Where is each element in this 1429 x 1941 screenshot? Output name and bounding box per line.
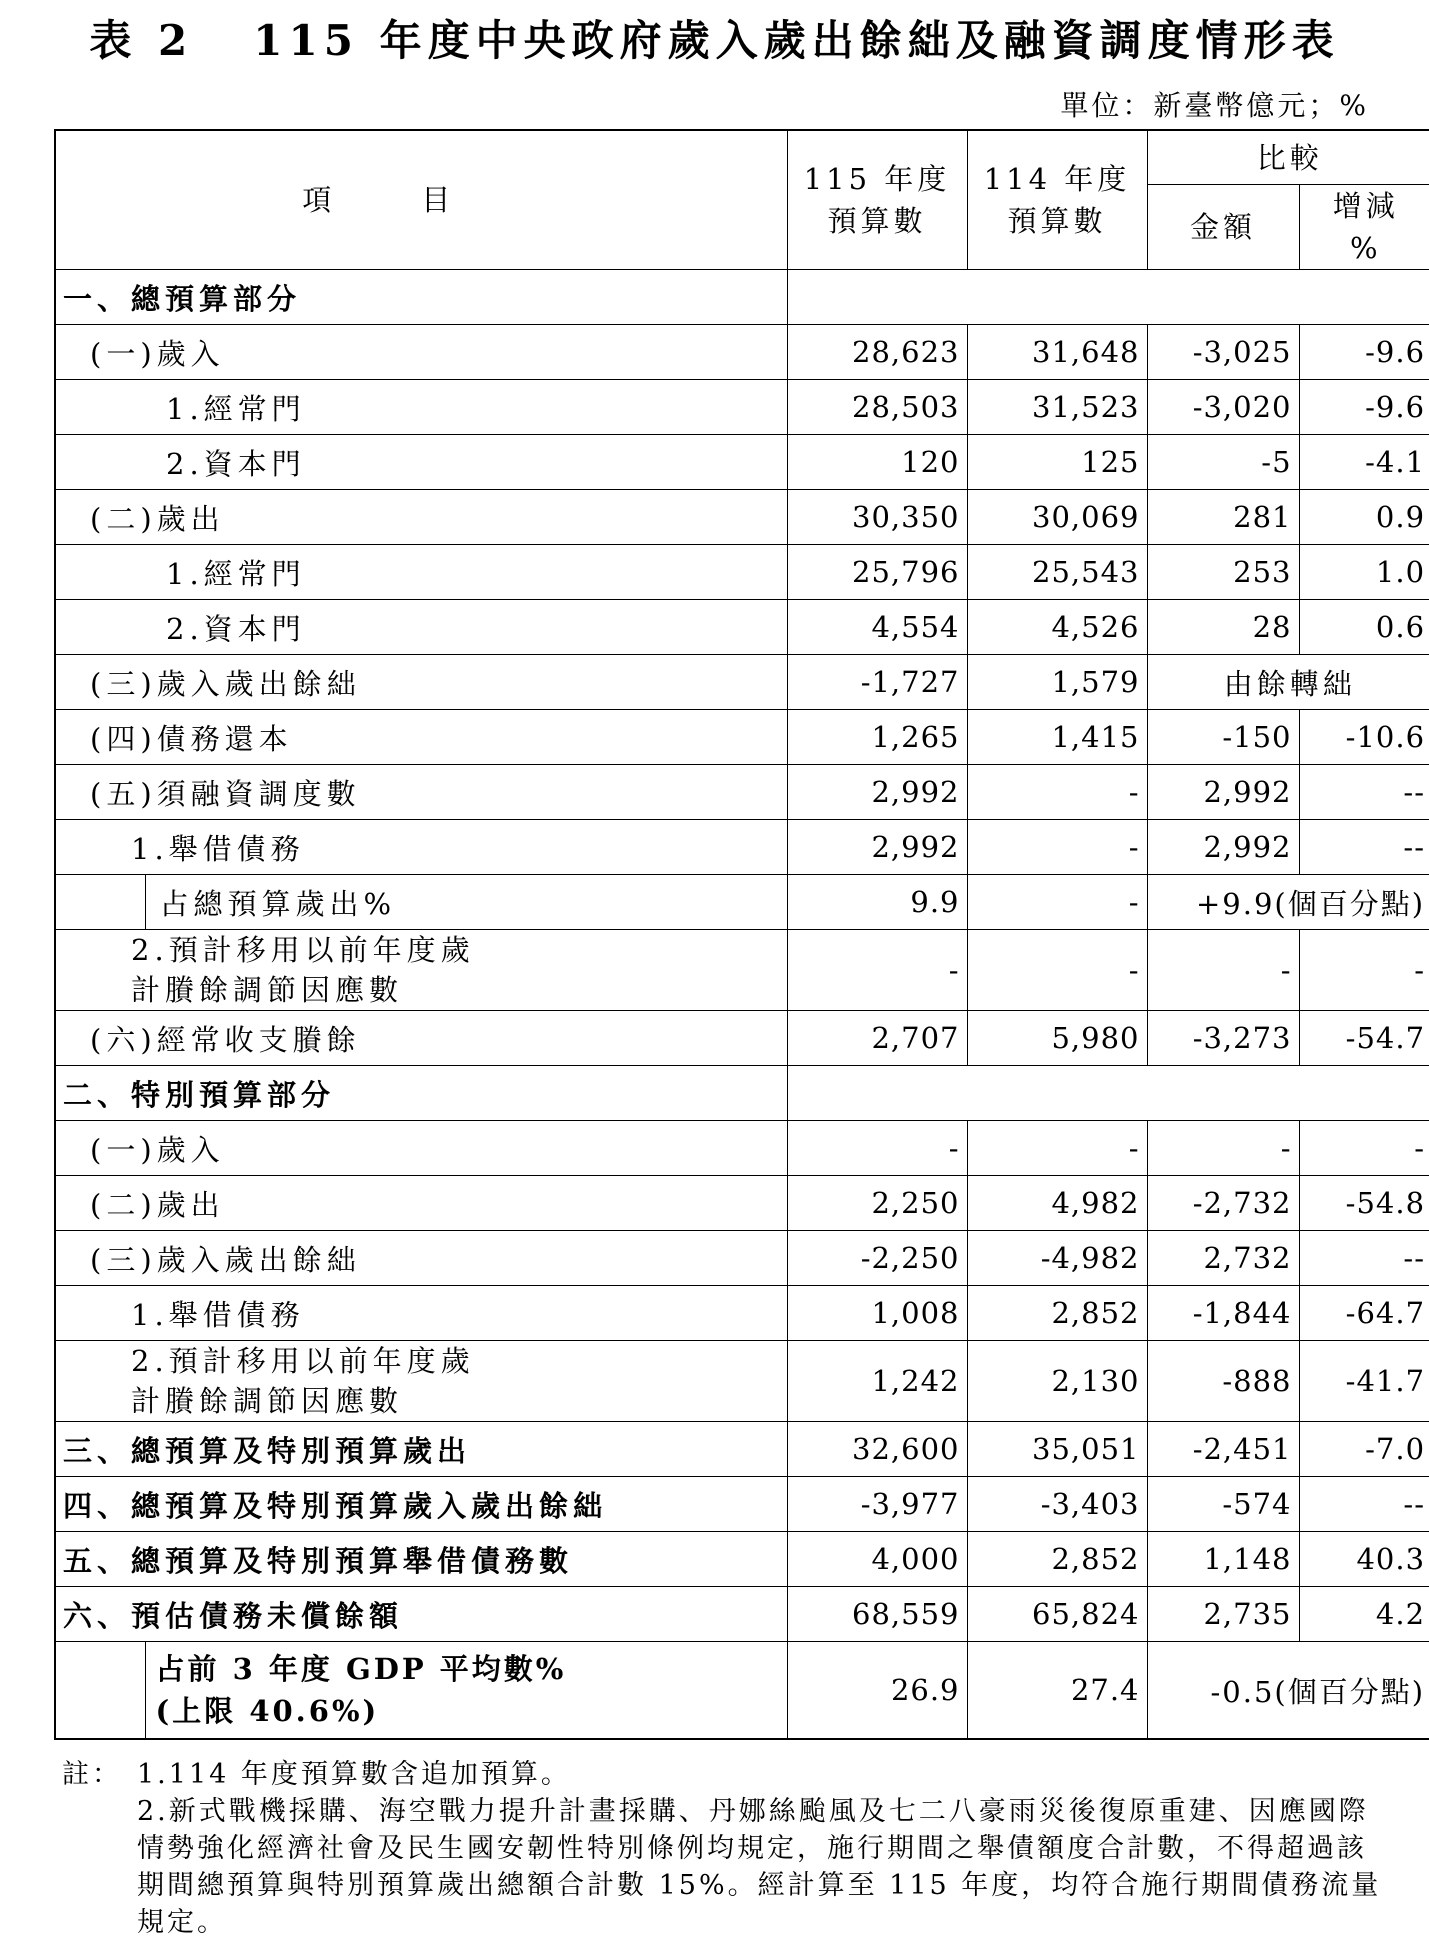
value-114: 4,982 xyxy=(967,1176,1147,1231)
value-115: 4,000 xyxy=(787,1532,967,1587)
diff-pct: -7.0 xyxy=(1299,1422,1429,1477)
unit-label: 單位：新臺幣億元；% xyxy=(1060,89,1369,122)
diff-amount: -3,273 xyxy=(1147,1011,1299,1066)
table-row xyxy=(55,1121,1429,1176)
row-label: (二)歲出 xyxy=(55,1176,787,1231)
header-115: 115 年度 預算數 xyxy=(787,130,967,270)
footnote-1: 註： 1.114 年度預算數含追加預算。 xyxy=(62,1756,1382,1793)
value-115: 1,008 xyxy=(787,1286,967,1341)
value-115: 9.9 xyxy=(787,875,967,930)
table-row xyxy=(55,1642,1429,1740)
diff-amount: -5 xyxy=(1147,435,1299,490)
diff-amount: -150 xyxy=(1147,710,1299,765)
value-114: 65,824 xyxy=(967,1587,1147,1642)
value-114: -4,982 xyxy=(967,1231,1147,1286)
value-114: 2,130 xyxy=(967,1341,1147,1422)
table-row xyxy=(55,930,1429,1011)
row-label: (一)歲入 xyxy=(55,325,787,380)
value-115: 2,707 xyxy=(787,1011,967,1066)
header-114: 114 年度 預算數 xyxy=(967,130,1147,270)
diff-pct: -41.7 xyxy=(1299,1341,1429,1422)
table-row xyxy=(55,1587,1429,1642)
diff-amount: 253 xyxy=(1147,545,1299,600)
diff-amount: -2,732 xyxy=(1147,1176,1299,1231)
value-114: 27.4 xyxy=(967,1642,1147,1740)
page-title xyxy=(0,8,1429,68)
row-label: 四、總預算及特別預算歲入歲出餘絀 xyxy=(55,1477,787,1532)
diff-amount: -3,025 xyxy=(1147,325,1299,380)
value-114: 30,069 xyxy=(967,490,1147,545)
row-label: (四)債務還本 xyxy=(55,710,787,765)
value-115: 4,554 xyxy=(787,600,967,655)
header-pct: 增減 % xyxy=(1299,185,1429,270)
spacer-cell xyxy=(55,875,145,930)
diff-amount: -2,451 xyxy=(1147,1422,1299,1477)
table-row xyxy=(55,490,1429,545)
diff-amount: 2,735 xyxy=(1147,1587,1299,1642)
table-row xyxy=(55,1011,1429,1066)
diff-pct: -- xyxy=(1299,1231,1429,1286)
row-label: (二)歲出 xyxy=(55,490,787,545)
diff-amount: 2,992 xyxy=(1147,765,1299,820)
value-115: -3,977 xyxy=(787,1477,967,1532)
value-115: 30,350 xyxy=(787,490,967,545)
row-label: 2.資本門 xyxy=(55,600,787,655)
table-row xyxy=(55,1532,1429,1587)
value-114: 25,543 xyxy=(967,545,1147,600)
value-115: 32,600 xyxy=(787,1422,967,1477)
diff-pct: -10.6 xyxy=(1299,710,1429,765)
diff-amount: 281 xyxy=(1147,490,1299,545)
table-row xyxy=(55,765,1429,820)
value-115: 68,559 xyxy=(787,1587,967,1642)
value-114: 2,852 xyxy=(967,1286,1147,1341)
value-115: 1,265 xyxy=(787,710,967,765)
diff-pct: -4.1 xyxy=(1299,435,1429,490)
value-115: 28,623 xyxy=(787,325,967,380)
row-label: 六、預估債務未償餘額 xyxy=(55,1587,787,1642)
header-amount: 金額 xyxy=(1147,185,1299,270)
empty-cell xyxy=(787,270,1429,325)
diff-pct: -- xyxy=(1299,820,1429,875)
diff-pct: -54.7 xyxy=(1299,1011,1429,1066)
diff-pct: - xyxy=(1299,1121,1429,1176)
diff-amount: -888 xyxy=(1147,1341,1299,1422)
value-115: 120 xyxy=(787,435,967,490)
footnote-prefix: 註： xyxy=(62,1759,122,1790)
value-114: 5,980 xyxy=(967,1011,1147,1066)
row-label: 五、總預算及特別預算舉借債務數 xyxy=(55,1532,787,1587)
table-row xyxy=(55,1066,1429,1121)
header-item: 項目 xyxy=(55,130,787,270)
compare-note: 由餘轉絀 xyxy=(1147,655,1429,710)
value-115: -1,727 xyxy=(787,655,967,710)
table-number: 表 2 xyxy=(89,16,194,65)
table-row xyxy=(55,325,1429,380)
value-115: 26.9 xyxy=(787,1642,967,1740)
table-row xyxy=(55,435,1429,490)
row-label-gdp: 占前 3 年度 GDP 平均數% (上限 40.6%) xyxy=(145,1642,787,1740)
row-label: 占總預算歲出% xyxy=(145,875,787,930)
table-row xyxy=(55,1231,1429,1286)
row-label: 三、總預算及特別預算歲出 xyxy=(55,1422,787,1477)
table-row xyxy=(55,1286,1429,1341)
value-115: 1,242 xyxy=(787,1341,967,1422)
diff-amount: 28 xyxy=(1147,600,1299,655)
diff-amount: 1,148 xyxy=(1147,1532,1299,1587)
value-114: 1,579 xyxy=(967,655,1147,710)
row-label: (六)經常收支賸餘 xyxy=(55,1011,787,1066)
diff-pct: - xyxy=(1299,930,1429,1011)
table-title-text: 115 年度中央政府歲入歲出餘絀及融資調度情形表 xyxy=(253,16,1340,65)
row-label: 1.經常門 xyxy=(55,545,787,600)
row-label: (五)須融資調度數 xyxy=(55,765,787,820)
value-114: 35,051 xyxy=(967,1422,1147,1477)
diff-pct: 0.6 xyxy=(1299,600,1429,655)
value-115: 2,992 xyxy=(787,765,967,820)
value-114: 4,526 xyxy=(967,600,1147,655)
row-label: 1.舉借債務 xyxy=(55,820,787,875)
row-label: (三)歲入歲出餘絀 xyxy=(55,1231,787,1286)
value-115: - xyxy=(787,1121,967,1176)
diff-pct: -54.8 xyxy=(1299,1176,1429,1231)
table-row xyxy=(55,545,1429,600)
table-row xyxy=(55,270,1429,325)
row-label: (一)歲入 xyxy=(55,1121,787,1176)
row-label: 2.資本門 xyxy=(55,435,787,490)
section-label: 二、特別預算部分 xyxy=(55,1066,787,1121)
value-114: -3,403 xyxy=(967,1477,1147,1532)
budget-table xyxy=(54,129,1429,1740)
value-114: - xyxy=(967,1121,1147,1176)
value-114: 31,523 xyxy=(967,380,1147,435)
compare-note: +9.9(個百分點) xyxy=(1147,875,1429,930)
row-label: 1.舉借債務 xyxy=(55,1286,787,1341)
diff-pct: -9.6 xyxy=(1299,380,1429,435)
value-114: 2,852 xyxy=(967,1532,1147,1587)
diff-amount: 2,992 xyxy=(1147,820,1299,875)
compare-note: -0.5(個百分點) xyxy=(1147,1642,1429,1740)
diff-amount: -1,844 xyxy=(1147,1286,1299,1341)
table-row xyxy=(55,1422,1429,1477)
footnotes xyxy=(62,1756,1382,1941)
row-label: 1.經常門 xyxy=(55,380,787,435)
footnote-2: 2.新式戰機採購、海空戰力提升計畫採購、丹娜絲颱風及七二八豪雨災後復原重建、因應國際情勢強化經濟社會及民生國安韌性特別條例均規定，施行期間之舉債額度合計數，不得超過該期間總預算與特別預算歲出總額合計數 15%。經計算至 115 年度，均符合施行期間債務流量規定。 xyxy=(137,1796,1382,1938)
diff-pct: -64.7 xyxy=(1299,1286,1429,1341)
table-row xyxy=(55,600,1429,655)
value-114: - xyxy=(967,930,1147,1011)
row-label: (三)歲入歲出餘絀 xyxy=(55,655,787,710)
diff-pct: 40.3 xyxy=(1299,1532,1429,1587)
row-label: 2.預計移用以前年度歲計賸餘調節因應數 xyxy=(55,930,787,1011)
diff-pct: -- xyxy=(1299,1477,1429,1532)
table-row xyxy=(55,820,1429,875)
value-115: -2,250 xyxy=(787,1231,967,1286)
table-row xyxy=(55,655,1429,710)
header-compare: 比較 xyxy=(1147,130,1429,185)
value-115: 2,250 xyxy=(787,1176,967,1231)
table-row xyxy=(55,875,1429,930)
section-label: 一、總預算部分 xyxy=(55,270,787,325)
value-115: 28,503 xyxy=(787,380,967,435)
value-114: 1,415 xyxy=(967,710,1147,765)
value-114: - xyxy=(967,765,1147,820)
row-label: 2.預計移用以前年度歲計賸餘調節因應數 xyxy=(55,1341,787,1422)
table-row xyxy=(55,710,1429,765)
value-115: 25,796 xyxy=(787,545,967,600)
spacer-cell xyxy=(55,1642,145,1740)
diff-amount: - xyxy=(1147,930,1299,1011)
empty-cell xyxy=(787,1066,1429,1121)
value-115: 2,992 xyxy=(787,820,967,875)
value-114: 31,648 xyxy=(967,325,1147,380)
diff-amount: - xyxy=(1147,1121,1299,1176)
diff-pct: -- xyxy=(1299,765,1429,820)
value-115: - xyxy=(787,930,967,1011)
table-row xyxy=(55,380,1429,435)
table-row xyxy=(55,1176,1429,1231)
diff-pct: -9.6 xyxy=(1299,325,1429,380)
value-114: - xyxy=(967,875,1147,930)
diff-amount: 2,732 xyxy=(1147,1231,1299,1286)
diff-amount: -3,020 xyxy=(1147,380,1299,435)
diff-pct: 1.0 xyxy=(1299,545,1429,600)
table-row xyxy=(55,1477,1429,1532)
value-114: - xyxy=(967,820,1147,875)
value-114: 125 xyxy=(967,435,1147,490)
diff-amount: -574 xyxy=(1147,1477,1299,1532)
diff-pct: 0.9 xyxy=(1299,490,1429,545)
table-row xyxy=(55,1341,1429,1422)
diff-pct: 4.2 xyxy=(1299,1587,1429,1642)
